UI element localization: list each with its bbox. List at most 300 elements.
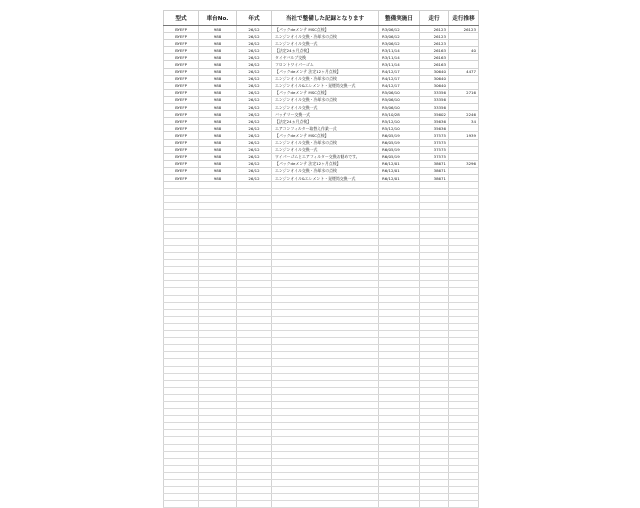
empty-cell [379, 210, 420, 217]
empty-cell [199, 182, 237, 189]
cell-year: 26/12 [237, 104, 272, 111]
cell-mileage: 38671 [420, 160, 449, 167]
cell-description: 【法定24ヵ月点検】 [272, 118, 379, 125]
table-row [164, 68, 479, 75]
cell-service-date: R6/12/01 [379, 160, 420, 167]
empty-cell [379, 444, 420, 451]
header-year: 年式 [237, 11, 272, 26]
empty-cell [379, 224, 420, 231]
empty-cell [237, 231, 272, 238]
cell-mileage-change [449, 33, 479, 40]
cell-mileage-change [449, 54, 479, 61]
empty-cell [237, 316, 272, 323]
empty-cell [420, 487, 449, 494]
empty-cell [379, 309, 420, 316]
empty-cell [272, 359, 379, 366]
empty-cell [164, 224, 199, 231]
empty-cell [199, 444, 237, 451]
empty-cell [449, 224, 479, 231]
empty-cell [164, 444, 199, 451]
cell-service-date: R4/12/17 [379, 82, 420, 89]
empty-cell [449, 458, 479, 465]
cell-service-date: R6/05/19 [379, 132, 420, 139]
empty-cell [199, 288, 237, 295]
cell-mileage: 37575 [420, 146, 449, 153]
empty-cell [272, 338, 379, 345]
empty-cell [237, 430, 272, 437]
empty-cell [272, 331, 379, 338]
cell-mileage-change [449, 167, 479, 174]
cell-year: 26/12 [237, 111, 272, 118]
empty-cell [272, 323, 379, 330]
empty-cell [379, 281, 420, 288]
cell-mileage-change: 4477 [449, 68, 479, 75]
empty-cell [379, 331, 420, 338]
empty-cell [164, 203, 199, 210]
empty-cell [420, 366, 449, 373]
cell-description: 【パックdeメンテ 法定12ヶ月点検】 [272, 160, 379, 167]
empty-cell [272, 480, 379, 487]
empty-cell [237, 260, 272, 267]
maintenance-table [163, 10, 479, 508]
cell-description: 【パックdeメンテ MSC点検】 [272, 132, 379, 139]
empty-cell [379, 231, 420, 238]
empty-cell [379, 451, 420, 458]
empty-cell [272, 373, 379, 380]
table-row [164, 96, 479, 103]
empty-cell [449, 416, 479, 423]
empty-cell [164, 316, 199, 323]
empty-cell [199, 245, 237, 252]
empty-cell [199, 501, 237, 508]
empty-cell [237, 444, 272, 451]
empty-cell [164, 487, 199, 494]
table-row [164, 118, 479, 125]
cell-model: BYEFP [164, 118, 199, 125]
empty-cell [164, 472, 199, 479]
cell-model: BYEFP [164, 125, 199, 132]
empty-cell [420, 373, 449, 380]
empty-cell [420, 387, 449, 394]
empty-cell [199, 487, 237, 494]
cell-chassis-no: 988 [199, 146, 237, 153]
cell-year: 26/12 [237, 54, 272, 61]
empty-row [164, 465, 479, 472]
empty-cell [420, 352, 449, 359]
empty-cell [199, 253, 237, 260]
cell-year: 26/12 [237, 153, 272, 160]
empty-row [164, 444, 479, 451]
empty-cell [164, 401, 199, 408]
cell-service-date: R6/05/19 [379, 139, 420, 146]
empty-row [164, 373, 479, 380]
cell-model: BYEFP [164, 160, 199, 167]
cell-model: BYEFP [164, 82, 199, 89]
empty-row [164, 416, 479, 423]
cell-chassis-no: 988 [199, 96, 237, 103]
header-model: 型式 [164, 11, 199, 26]
table-row [164, 54, 479, 61]
empty-cell [199, 423, 237, 430]
empty-cell [379, 189, 420, 196]
empty-row [164, 338, 479, 345]
cell-description: エンジンオイル交換一式 [272, 104, 379, 111]
empty-cell [237, 416, 272, 423]
cell-mileage-change [449, 139, 479, 146]
empty-cell [379, 217, 420, 224]
empty-cell [420, 217, 449, 224]
header-service-date: 整備実施日 [379, 11, 420, 26]
empty-cell [237, 480, 272, 487]
empty-row [164, 387, 479, 394]
empty-cell [272, 210, 379, 217]
empty-cell [449, 253, 479, 260]
cell-service-date: R5/10/28 [379, 111, 420, 118]
cell-model: BYEFP [164, 61, 199, 68]
cell-model: BYEFP [164, 68, 199, 75]
empty-row [164, 238, 479, 245]
empty-cell [199, 203, 237, 210]
cell-chassis-no: 988 [199, 61, 237, 68]
empty-cell [379, 387, 420, 394]
empty-cell [237, 401, 272, 408]
cell-mileage: 26123 [420, 40, 449, 47]
cell-mileage: 38671 [420, 167, 449, 174]
cell-model: BYEFP [164, 153, 199, 160]
table-row [164, 82, 479, 89]
cell-year: 26/12 [237, 89, 272, 96]
empty-row [164, 480, 479, 487]
empty-cell [237, 309, 272, 316]
empty-cell [272, 409, 379, 416]
empty-cell [237, 345, 272, 352]
empty-cell [164, 359, 199, 366]
empty-cell [237, 323, 272, 330]
cell-mileage: 30640 [420, 82, 449, 89]
empty-row [164, 331, 479, 338]
cell-description: 【パックdeメンテ MSC点検】 [272, 89, 379, 96]
cell-description: フロントワイパーゴム [272, 61, 379, 68]
cell-year: 26/12 [237, 26, 272, 33]
empty-cell [420, 444, 449, 451]
table-row [164, 75, 479, 82]
empty-cell [164, 423, 199, 430]
empty-cell [237, 217, 272, 224]
empty-cell [237, 274, 272, 281]
empty-row [164, 274, 479, 281]
empty-cell [199, 323, 237, 330]
cell-chassis-no: 988 [199, 104, 237, 111]
cell-service-date: R3/11/14 [379, 61, 420, 68]
empty-cell [164, 182, 199, 189]
cell-chassis-no: 988 [199, 82, 237, 89]
empty-cell [379, 366, 420, 373]
cell-chassis-no: 988 [199, 139, 237, 146]
cell-description: エアコンフィルター取替え作業一式 [272, 125, 379, 132]
empty-cell [449, 217, 479, 224]
empty-row [164, 231, 479, 238]
empty-cell [272, 288, 379, 295]
empty-cell [449, 501, 479, 508]
empty-cell [379, 465, 420, 472]
empty-cell [449, 359, 479, 366]
cell-chassis-no: 988 [199, 132, 237, 139]
cell-mileage-change: 2246 [449, 111, 479, 118]
empty-row [164, 323, 479, 330]
empty-cell [164, 465, 199, 472]
cell-mileage-change [449, 96, 479, 103]
cell-year: 26/12 [237, 68, 272, 75]
cell-service-date: R5/12/10 [379, 125, 420, 132]
empty-cell [449, 465, 479, 472]
empty-cell [272, 238, 379, 245]
empty-cell [420, 480, 449, 487]
table-row [164, 104, 479, 111]
empty-cell [199, 217, 237, 224]
cell-chassis-no: 988 [199, 47, 237, 54]
empty-cell [199, 331, 237, 338]
cell-description: エンジンオイル&エレメント・発煙筒交換一式 [272, 82, 379, 89]
empty-cell [379, 295, 420, 302]
empty-cell [449, 295, 479, 302]
empty-cell [420, 274, 449, 281]
empty-row [164, 487, 479, 494]
empty-cell [237, 472, 272, 479]
cell-year: 26/12 [237, 75, 272, 82]
empty-row [164, 224, 479, 231]
empty-cell [272, 274, 379, 281]
cell-service-date: R5/06/10 [379, 104, 420, 111]
empty-cell [420, 401, 449, 408]
empty-cell [272, 196, 379, 203]
empty-cell [199, 281, 237, 288]
empty-cell [272, 345, 379, 352]
cell-model: BYEFP [164, 132, 199, 139]
cell-service-date: R3/11/14 [379, 54, 420, 61]
cell-mileage: 38671 [420, 174, 449, 181]
empty-cell [199, 345, 237, 352]
empty-cell [449, 238, 479, 245]
cell-year: 26/12 [237, 167, 272, 174]
empty-cell [379, 260, 420, 267]
table-body [164, 26, 479, 508]
empty-cell [199, 189, 237, 196]
cell-chassis-no: 988 [199, 75, 237, 82]
empty-cell [449, 231, 479, 238]
empty-cell [237, 487, 272, 494]
empty-row [164, 501, 479, 508]
cell-mileage: 35636 [420, 125, 449, 132]
empty-cell [164, 302, 199, 309]
empty-row [164, 260, 479, 267]
empty-cell [199, 394, 237, 401]
empty-cell [199, 352, 237, 359]
cell-mileage: 33356 [420, 104, 449, 111]
cell-chassis-no: 988 [199, 118, 237, 125]
empty-cell [379, 267, 420, 274]
empty-cell [164, 288, 199, 295]
empty-cell [199, 210, 237, 217]
empty-cell [420, 472, 449, 479]
empty-cell [449, 331, 479, 338]
cell-model: BYEFP [164, 174, 199, 181]
empty-cell [272, 423, 379, 430]
cell-model: BYEFP [164, 104, 199, 111]
cell-mileage: 37575 [420, 153, 449, 160]
empty-cell [237, 380, 272, 387]
empty-cell [420, 345, 449, 352]
empty-cell [164, 245, 199, 252]
cell-description: 【パックdeメンテ 法定12ヶ月点検】 [272, 68, 379, 75]
empty-cell [164, 238, 199, 245]
cell-service-date: R4/12/17 [379, 75, 420, 82]
empty-cell [272, 253, 379, 260]
empty-cell [199, 409, 237, 416]
empty-cell [272, 487, 379, 494]
empty-cell [164, 416, 199, 423]
empty-cell [272, 352, 379, 359]
cell-model: BYEFP [164, 33, 199, 40]
empty-cell [199, 267, 237, 274]
empty-row [164, 423, 479, 430]
empty-cell [449, 316, 479, 323]
table-row [164, 146, 479, 153]
empty-cell [379, 430, 420, 437]
empty-cell [449, 182, 479, 189]
empty-cell [420, 189, 449, 196]
empty-cell [449, 274, 479, 281]
table-row [164, 47, 479, 54]
empty-cell [420, 316, 449, 323]
empty-cell [449, 196, 479, 203]
empty-cell [449, 409, 479, 416]
empty-cell [237, 352, 272, 359]
empty-cell [272, 472, 379, 479]
empty-cell [379, 394, 420, 401]
empty-cell [379, 472, 420, 479]
cell-description: エンジンオイル交換・冷却水の点検 [272, 75, 379, 82]
empty-cell [164, 189, 199, 196]
empty-cell [420, 210, 449, 217]
header-mileage-change: 走行推移 [449, 11, 479, 26]
empty-cell [199, 401, 237, 408]
empty-cell [379, 380, 420, 387]
empty-cell [272, 203, 379, 210]
empty-cell [164, 394, 199, 401]
cell-year: 26/12 [237, 132, 272, 139]
empty-cell [420, 451, 449, 458]
empty-cell [199, 465, 237, 472]
empty-cell [237, 253, 272, 260]
empty-row [164, 302, 479, 309]
cell-mileage: 35602 [420, 111, 449, 118]
empty-cell [420, 423, 449, 430]
empty-cell [420, 501, 449, 508]
table-row [164, 26, 479, 33]
empty-cell [420, 203, 449, 210]
cell-mileage-change: 34 [449, 118, 479, 125]
empty-row [164, 309, 479, 316]
table-row [164, 33, 479, 40]
empty-cell [420, 245, 449, 252]
empty-cell [449, 494, 479, 501]
empty-cell [449, 423, 479, 430]
empty-cell [237, 238, 272, 245]
cell-year: 26/12 [237, 125, 272, 132]
empty-cell [449, 338, 479, 345]
empty-cell [449, 281, 479, 288]
empty-cell [379, 352, 420, 359]
empty-cell [379, 288, 420, 295]
empty-row [164, 217, 479, 224]
empty-cell [237, 281, 272, 288]
cell-chassis-no: 988 [199, 160, 237, 167]
empty-row [164, 316, 479, 323]
table-row [164, 89, 479, 96]
empty-row [164, 380, 479, 387]
cell-mileage-change [449, 75, 479, 82]
empty-row [164, 366, 479, 373]
empty-cell [272, 316, 379, 323]
table-row [164, 160, 479, 167]
empty-cell [199, 373, 237, 380]
empty-cell [379, 338, 420, 345]
cell-service-date: R3/11/14 [379, 47, 420, 54]
cell-year: 26/12 [237, 146, 272, 153]
maintenance-record-sheet [163, 10, 478, 508]
empty-cell [449, 288, 479, 295]
empty-cell [272, 260, 379, 267]
empty-cell [164, 458, 199, 465]
empty-cell [272, 302, 379, 309]
empty-cell [379, 253, 420, 260]
empty-row [164, 253, 479, 260]
empty-cell [420, 430, 449, 437]
cell-model: BYEFP [164, 139, 199, 146]
cell-mileage: 26123 [420, 33, 449, 40]
empty-cell [199, 295, 237, 302]
empty-cell [164, 295, 199, 302]
cell-mileage: 26123 [420, 26, 449, 33]
cell-year: 26/12 [237, 47, 272, 54]
cell-description: エンジンオイル交換・冷却水の点検 [272, 96, 379, 103]
cell-service-date: R5/06/10 [379, 89, 420, 96]
header-row [164, 11, 479, 26]
empty-cell [237, 196, 272, 203]
cell-year: 26/12 [237, 33, 272, 40]
empty-cell [164, 352, 199, 359]
cell-chassis-no: 988 [199, 89, 237, 96]
empty-cell [379, 302, 420, 309]
empty-cell [199, 366, 237, 373]
empty-cell [164, 196, 199, 203]
empty-cell [164, 210, 199, 217]
empty-row [164, 267, 479, 274]
empty-row [164, 394, 479, 401]
empty-cell [449, 373, 479, 380]
cell-description: エンジンオイル&エレメント・発煙筒交換一式 [272, 174, 379, 181]
empty-cell [272, 465, 379, 472]
empty-row [164, 189, 479, 196]
empty-cell [272, 309, 379, 316]
cell-mileage: 30640 [420, 68, 449, 75]
empty-cell [237, 338, 272, 345]
empty-cell [272, 182, 379, 189]
cell-service-date: R5/12/10 [379, 118, 420, 125]
cell-service-date: R6/05/19 [379, 153, 420, 160]
empty-cell [379, 494, 420, 501]
cell-model: BYEFP [164, 40, 199, 47]
